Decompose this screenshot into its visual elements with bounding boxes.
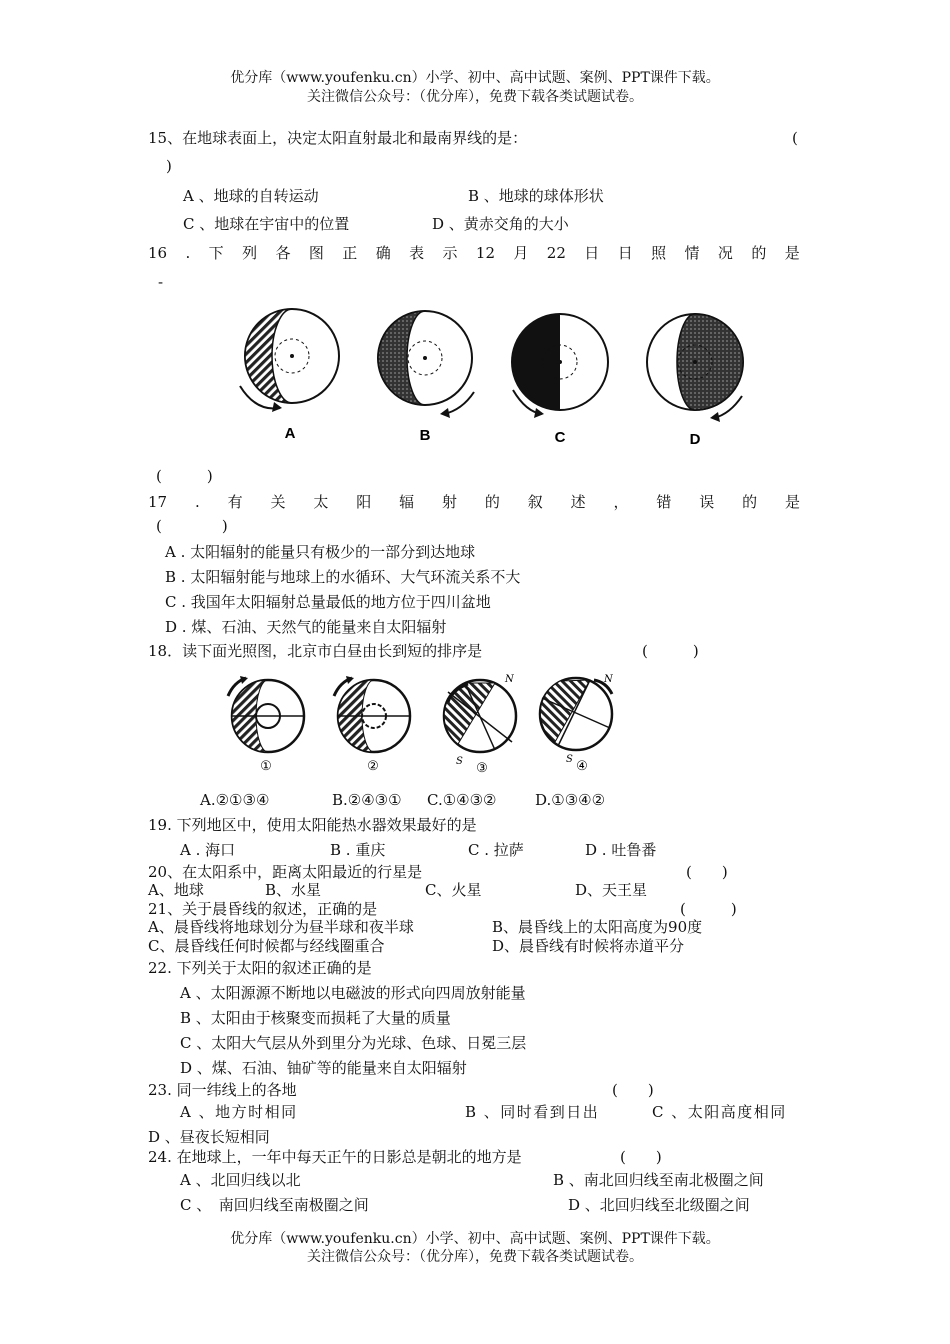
q17-stem: 17 . 有 关 太 阳 辐 射 的 叙 述 ， 错 误 的 是: [148, 493, 800, 511]
q21-option-d: D、晨昏线有时候将赤道平分: [492, 937, 685, 955]
q15-stem: 15、在地球表面上，决定太阳直射最北和最南界线的是：: [148, 129, 528, 147]
q21-option-a: A、晨昏线将地球划分为昼半球和夜半球: [148, 918, 414, 936]
q18-option-d: D.①③④②: [535, 791, 606, 809]
q24-option-d: D 、北回归线至北级圈之间: [568, 1196, 750, 1214]
q18-stem: 18．读下面光照图，北京市白昼由长到短的排序是: [148, 642, 483, 660]
footer-line-1: 优分库（www.youfenku.cn）小学、初中、高中试题、案例、PPT课件下载。: [230, 1231, 720, 1247]
q20-stem: 20、在太阳系中，距离太阳最近的行星是: [148, 863, 423, 881]
q20-option-c: C、火星: [425, 881, 482, 899]
q21-stem: 21、关于晨昏线的叙述，正确的是: [148, 900, 378, 918]
q18-diagrams: [220, 672, 630, 782]
q18-n-label-3: N: [505, 674, 514, 685]
q17-option-a: A . 太阳辐射的能量只有极少的一部分到达地球: [165, 543, 476, 561]
q15-option-b: B 、地球的球体形状: [468, 187, 604, 205]
q18-label-1: ①: [260, 759, 272, 774]
q23-option-a: A 、地方时相同: [180, 1103, 298, 1121]
q19-option-a: A . 海口: [180, 841, 236, 859]
q24-option-b: B 、南北回归线至南北极圈之间: [553, 1171, 764, 1189]
q16-label-a: A: [284, 425, 296, 442]
q16-stem: 16 . 下 列 各 图 正 确 表 示 12 月 22 日 日 照 情 况 的 是: [148, 244, 800, 262]
q16-label-c: C: [554, 429, 566, 446]
header-line-1: 优分库（www.youfenku.cn）小学、初中、高中试题、案例、PPT课件下载。: [230, 70, 720, 86]
q21-option-b: B、晨昏线上的太阳高度为90度: [492, 918, 703, 936]
q16-globe-c: [512, 314, 608, 418]
header-line-2: 关注微信公众号：（优分库），免费下载各类试题试卷。: [307, 89, 643, 105]
q23-option-d: D 、昼夜长短相同: [148, 1128, 270, 1146]
q22-option-d: D 、煤、石油、铀矿等的能量来自太阳辐射: [180, 1059, 467, 1077]
q20-paren: ( ): [686, 863, 728, 881]
q22-stem: 22. 下列关于太阳的叙述正确的是: [148, 959, 372, 977]
q23-option-b: B 、同时看到日出: [465, 1103, 600, 1121]
q19-stem: 19. 下列地区中，使用太阳能热水器效果最好的是: [148, 816, 477, 834]
q15-paren-open: (: [792, 129, 798, 147]
q16-globe-b: [378, 311, 474, 418]
q23-option-c: C 、太阳高度相同: [652, 1103, 787, 1121]
footer-line-2: 关注微信公众号：（优分库），免费下载各类试题试卷。: [307, 1249, 643, 1265]
q16-diagrams: [230, 300, 770, 450]
q18-globe-2: [334, 676, 410, 752]
q18-option-b: B.②④③①: [332, 791, 402, 809]
q16-label-d: D: [689, 431, 701, 448]
q18-globe-3: [444, 674, 516, 767]
q18-option-c: C.①④③②: [427, 791, 497, 809]
q20-option-a: A、地球: [148, 881, 204, 899]
q17-option-d: D . 煤、石油、天然气的能量来自太阳辐射: [165, 618, 447, 636]
q18-option-a: A.②①③④: [200, 791, 270, 809]
q18-s-label-3: S: [456, 756, 463, 767]
q20-option-d: D、天王星: [575, 881, 648, 899]
q23-paren: ( ): [612, 1081, 654, 1099]
q18-n-label-4: N: [604, 674, 613, 685]
q20-option-b: B、水星: [265, 881, 322, 899]
q22-option-c: C 、太阳大气层从外到里分为光球、色球、日冕三层: [180, 1034, 527, 1052]
q24-option-c: C 、 南回归线至南极圈之间: [180, 1196, 369, 1214]
q16-globe-d: [647, 314, 743, 422]
q24-paren: ( ): [620, 1148, 662, 1166]
q19-option-c: C . 拉萨: [468, 841, 524, 859]
q15-paren-close: ): [166, 157, 172, 175]
q16-label-b: B: [419, 427, 431, 444]
q18-label-3: ③: [476, 761, 488, 776]
q19-option-b: B . 重庆: [330, 841, 386, 859]
q24-option-a: A 、北回归线以北: [180, 1171, 301, 1189]
q15-option-c: C 、地球在宇宙中的位置: [183, 215, 350, 233]
q18-label-2: ②: [367, 759, 379, 774]
q18-globe-4: [540, 674, 614, 765]
q21-option-c: C、晨昏线任何时候都与经线圈重合: [148, 937, 385, 955]
q24-stem: 24. 在地球上，一年中每天正午的日影总是朝北的地方是: [148, 1148, 522, 1166]
q18-s-label-4: S: [566, 754, 573, 765]
q16-paren: ( ): [156, 467, 213, 485]
q15-option-a: A 、地球的自转运动: [183, 187, 319, 205]
q16-globe-a: [240, 309, 339, 412]
q17-paren: ( ): [156, 517, 228, 535]
q19-option-d: D . 吐鲁番: [585, 841, 657, 859]
q21-paren: ( ): [680, 900, 737, 918]
q18-label-4: ④: [576, 759, 588, 774]
q22-option-a: A 、太阳源源不断地以电磁波的形式向四周放射能量: [180, 984, 526, 1002]
q18-globe-1: [228, 676, 304, 752]
q16-dash: -: [158, 273, 164, 291]
q17-option-b: B . 太阳辐射能与地球上的水循环、大气环流关系不大: [165, 568, 521, 586]
q18-paren: ( ): [642, 642, 699, 660]
q17-option-c: C . 我国年太阳辐射总量最低的地方位于四川盆地: [165, 593, 491, 611]
q23-stem: 23. 同一纬线上的各地: [148, 1081, 297, 1099]
q22-option-b: B 、太阳由于核聚变而损耗了大量的质量: [180, 1009, 451, 1027]
q15-option-d: D 、黄赤交角的大小: [432, 215, 569, 233]
